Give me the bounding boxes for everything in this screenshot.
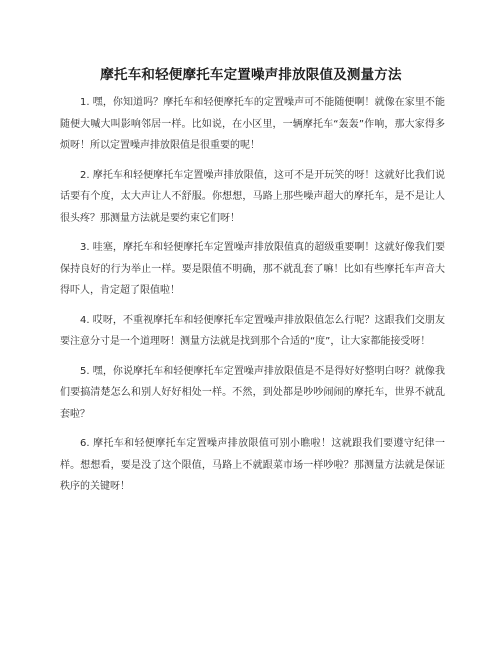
paragraph-5: 5. 嘿，你说摩托车和轻便摩托车定置噪声排放限值是不是得好好整明白呀？就像我们要搞清楚怎么和别人好好相处一样。不然，到处都是吵吵闹闹的摩托车，世界不就乱套啦？ — [60, 365, 445, 420]
paragraph-6: 6. 摩托车和轻便摩托车定置噪声排放限值可别小瞧啦！这就跟我们要遵守纪律一样。想想看，要是没了这个限值，马路上不就跟菜市场一样吵啦？那测量方法就是保证秩序的关键呀！ — [60, 438, 445, 492]
paragraph-2: 2. 摩托车和轻便摩托车定置噪声排放限值，这可不是开玩笑的呀！这就好比我们说话要有个度，太大声让人不舒服。你想想，马路上那些噪声超大的摩托车，是不是让人很头疼？那测量方法就是要约束它们呀！ — [60, 169, 445, 224]
document-title: 摩托车和轻便摩托车定置噪声排放限值及测量方法 — [100, 67, 402, 83]
paragraph-1: 1. 嘿，你知道吗？摩托车和轻便摩托车的定置噪声可不能随便啊！就像在家里不能随便大喊大叫影响邻居一样。比如说，在小区里，一辆摩托车“轰轰”作响，那大家得多烦呀！所以定置噪声排放限值是很重要的呢！ — [60, 97, 445, 151]
document-body — [60, 92, 445, 498]
paragraph-3: 3. 哇塞，摩托车和轻便摩托车定置噪声排放限值真的超级重要啊！这就好像我们要保持良好的行为举止一样。要是限值不明确，那不就乱套了嘛！比如有些摩托车声音大得吓人，肯定超了限值啦！ — [60, 242, 445, 296]
paragraph-4: 4. 哎呀，不重视摩托车和轻便摩托车定置噪声排放限值怎么行呢？这跟我们交朋友要注意分寸是一个道理呀！测量方法就是找到那个合适的“度”，让大家都能接受呀！ — [60, 314, 445, 347]
